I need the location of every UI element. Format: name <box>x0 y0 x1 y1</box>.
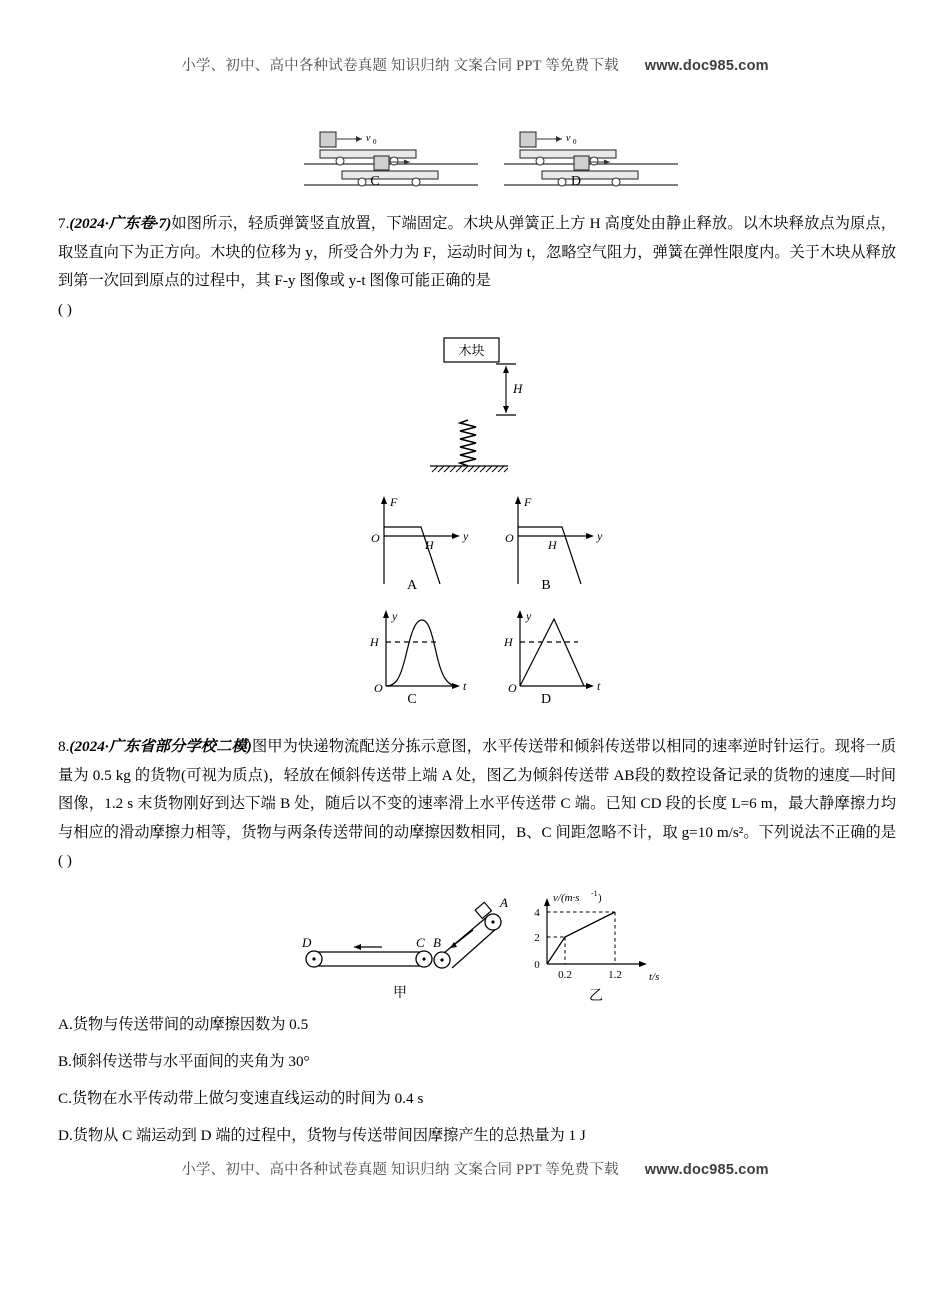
graph-option-a <box>352 492 482 588</box>
conveyor-diagram-jia <box>292 890 527 990</box>
graph-b-xaxis-label: y <box>597 529 603 543</box>
question-8-option-a[interactable]: A.货物与传送带间的动摩擦因数为 0.5 <box>58 1016 309 1033</box>
question-8-text <box>58 733 896 876</box>
graph-label-d: D <box>540 692 552 707</box>
vt-yaxis-exponent: -1 <box>591 889 598 898</box>
vt-chart-yi <box>515 890 700 990</box>
svg-text:v: v <box>566 133 571 144</box>
graph-label-c: C <box>407 692 417 707</box>
graph-b-h-label: H <box>548 538 557 552</box>
graph-a-xaxis-label: y <box>463 529 469 543</box>
graph-label-b: B <box>541 578 551 593</box>
top-figure-label-c: C <box>370 174 380 189</box>
question-7-line2: 木块释放点为原点，取竖直向下为正方向。木块的位移为 y，所受合外力为 F，运动时间为 t，忽略空气阻 <box>58 215 897 261</box>
graph-c-xaxis-label: t <box>463 679 467 693</box>
question-7-number: 7. <box>58 215 70 232</box>
graph-b-origin-label: O <box>505 531 514 545</box>
vt-yaxis-label: v/(m·s <box>553 892 580 904</box>
svg-text:木块: 木块 <box>458 343 485 358</box>
graph-option-d <box>486 604 626 698</box>
header-watermark-text: 小学、初中、高中各种试卷真题 知识归纳 文案合同 PPT 等免费下载 <box>181 58 619 74</box>
footer-watermark <box>0 1158 950 1179</box>
graph-c-yaxis-label: y <box>392 609 398 623</box>
vt-origin: 0 <box>534 959 540 971</box>
graph-c-origin-label: O <box>374 681 383 695</box>
question-8-line4: 传送带 C 端。已知 CD 段的长度 L=6 m，最大静摩擦力均与相应的滑动摩擦力相等，货物与两条传送带间 <box>58 795 897 841</box>
svg-text:v: v <box>366 133 371 144</box>
svg-text:H: H <box>513 381 523 396</box>
question-7-answer-blank[interactable]: ( ) <box>58 300 72 318</box>
question-8-option-b[interactable]: B.倾斜传送带与水平面间的夹角为 30° <box>58 1053 310 1070</box>
svg-text:0: 0 <box>573 138 577 146</box>
graph-a-h-label: H <box>425 538 434 552</box>
spring-block-diagram <box>400 335 590 475</box>
label-b: B <box>433 935 441 950</box>
question-8-line3: 段的数控设备记录的货物的速度—时间图像，1.2 s 末货物刚好到达下端 B 处，随后以不变的速率滑上水平 <box>58 766 896 812</box>
footer-watermark-text: 小学、初中、高中各种试卷真题 知识归纳 文案合同 PPT 等免费下载 <box>181 1162 619 1178</box>
question-8-option-d[interactable]: D.货物从 C 端运动到 D 端的过程中，货物与传送带间因摩擦产生的总热量为 1 J <box>58 1127 586 1144</box>
svg-text:0: 0 <box>373 138 377 146</box>
graph-d-origin-label: O <box>508 681 517 695</box>
graph-d-yaxis-label: y <box>526 609 532 623</box>
graph-a-origin-label: O <box>371 531 380 545</box>
vt-ytick-4: 4 <box>534 907 540 919</box>
label-a: A <box>500 895 508 910</box>
vt-xaxis-label: t/s <box>649 971 660 983</box>
graph-label-a: A <box>406 578 418 593</box>
graph-b-yaxis-label: F <box>524 495 532 509</box>
graph-option-c <box>352 604 492 698</box>
figure-jia-label: 甲 <box>393 986 407 1001</box>
graph-d-h-label: H <box>504 635 513 649</box>
label-c: C <box>416 935 425 950</box>
question-8-source: (2024·广东省部分学校二模) <box>69 738 252 755</box>
vt-yaxis-paren: ) <box>598 892 602 904</box>
graph-a-yaxis-label: F <box>390 495 398 509</box>
question-7-source: (2024·广东卷·7) <box>69 215 172 232</box>
figure-yi-label: 乙 <box>589 989 603 1004</box>
vt-xtick-12: 1.2 <box>608 969 622 981</box>
top-figure-label-d: D <box>570 174 582 189</box>
question-8-option-c[interactable]: C.货物在水平传动带上做匀变速直线运动的时间为 0.4 s <box>58 1090 424 1107</box>
label-d: D <box>302 935 312 950</box>
question-7-text <box>58 210 896 324</box>
graph-d-xaxis-label: t <box>597 679 601 693</box>
question-8-line5[interactable]: 的动摩擦因数相同，B、C 间距忽略不计，取 g=10 m/s²。下列说法不正确的是( ) <box>58 823 897 869</box>
question-8-line2: 时针运行。现将一质量为 0.5 kg 的货物(可视为质点)，轻放在倾斜传送带上端 A 处，图乙为倾斜传送带 AB <box>58 738 897 784</box>
footer-watermark-url: www.doc985.com <box>644 1162 769 1178</box>
question-8-number: 8. <box>58 738 70 755</box>
vt-xtick-02: 0.2 <box>558 969 572 981</box>
question-7-line1: 如图所示，轻质弹簧竖直放置，下端固定。木块从弹簧正上方 H 高度处由静止释放。以 <box>171 215 759 232</box>
header-watermark-url: www.doc985.com <box>644 58 769 74</box>
vt-ytick-2: 2 <box>534 932 540 944</box>
header-watermark <box>0 54 950 75</box>
graph-c-h-label: H <box>370 635 379 649</box>
question-7-line3: 力，弹簧在弹性限度内。关于木块从释放到第一次回到原点的过程中，其 F-y 图像或 y-t 图像可能正确的是 <box>58 243 897 289</box>
question-8-line1: 图甲为快递物流配送分拣示意图，水平传送带和倾斜传送带以相同的速率逆 <box>251 738 759 755</box>
graph-option-b <box>486 492 616 588</box>
